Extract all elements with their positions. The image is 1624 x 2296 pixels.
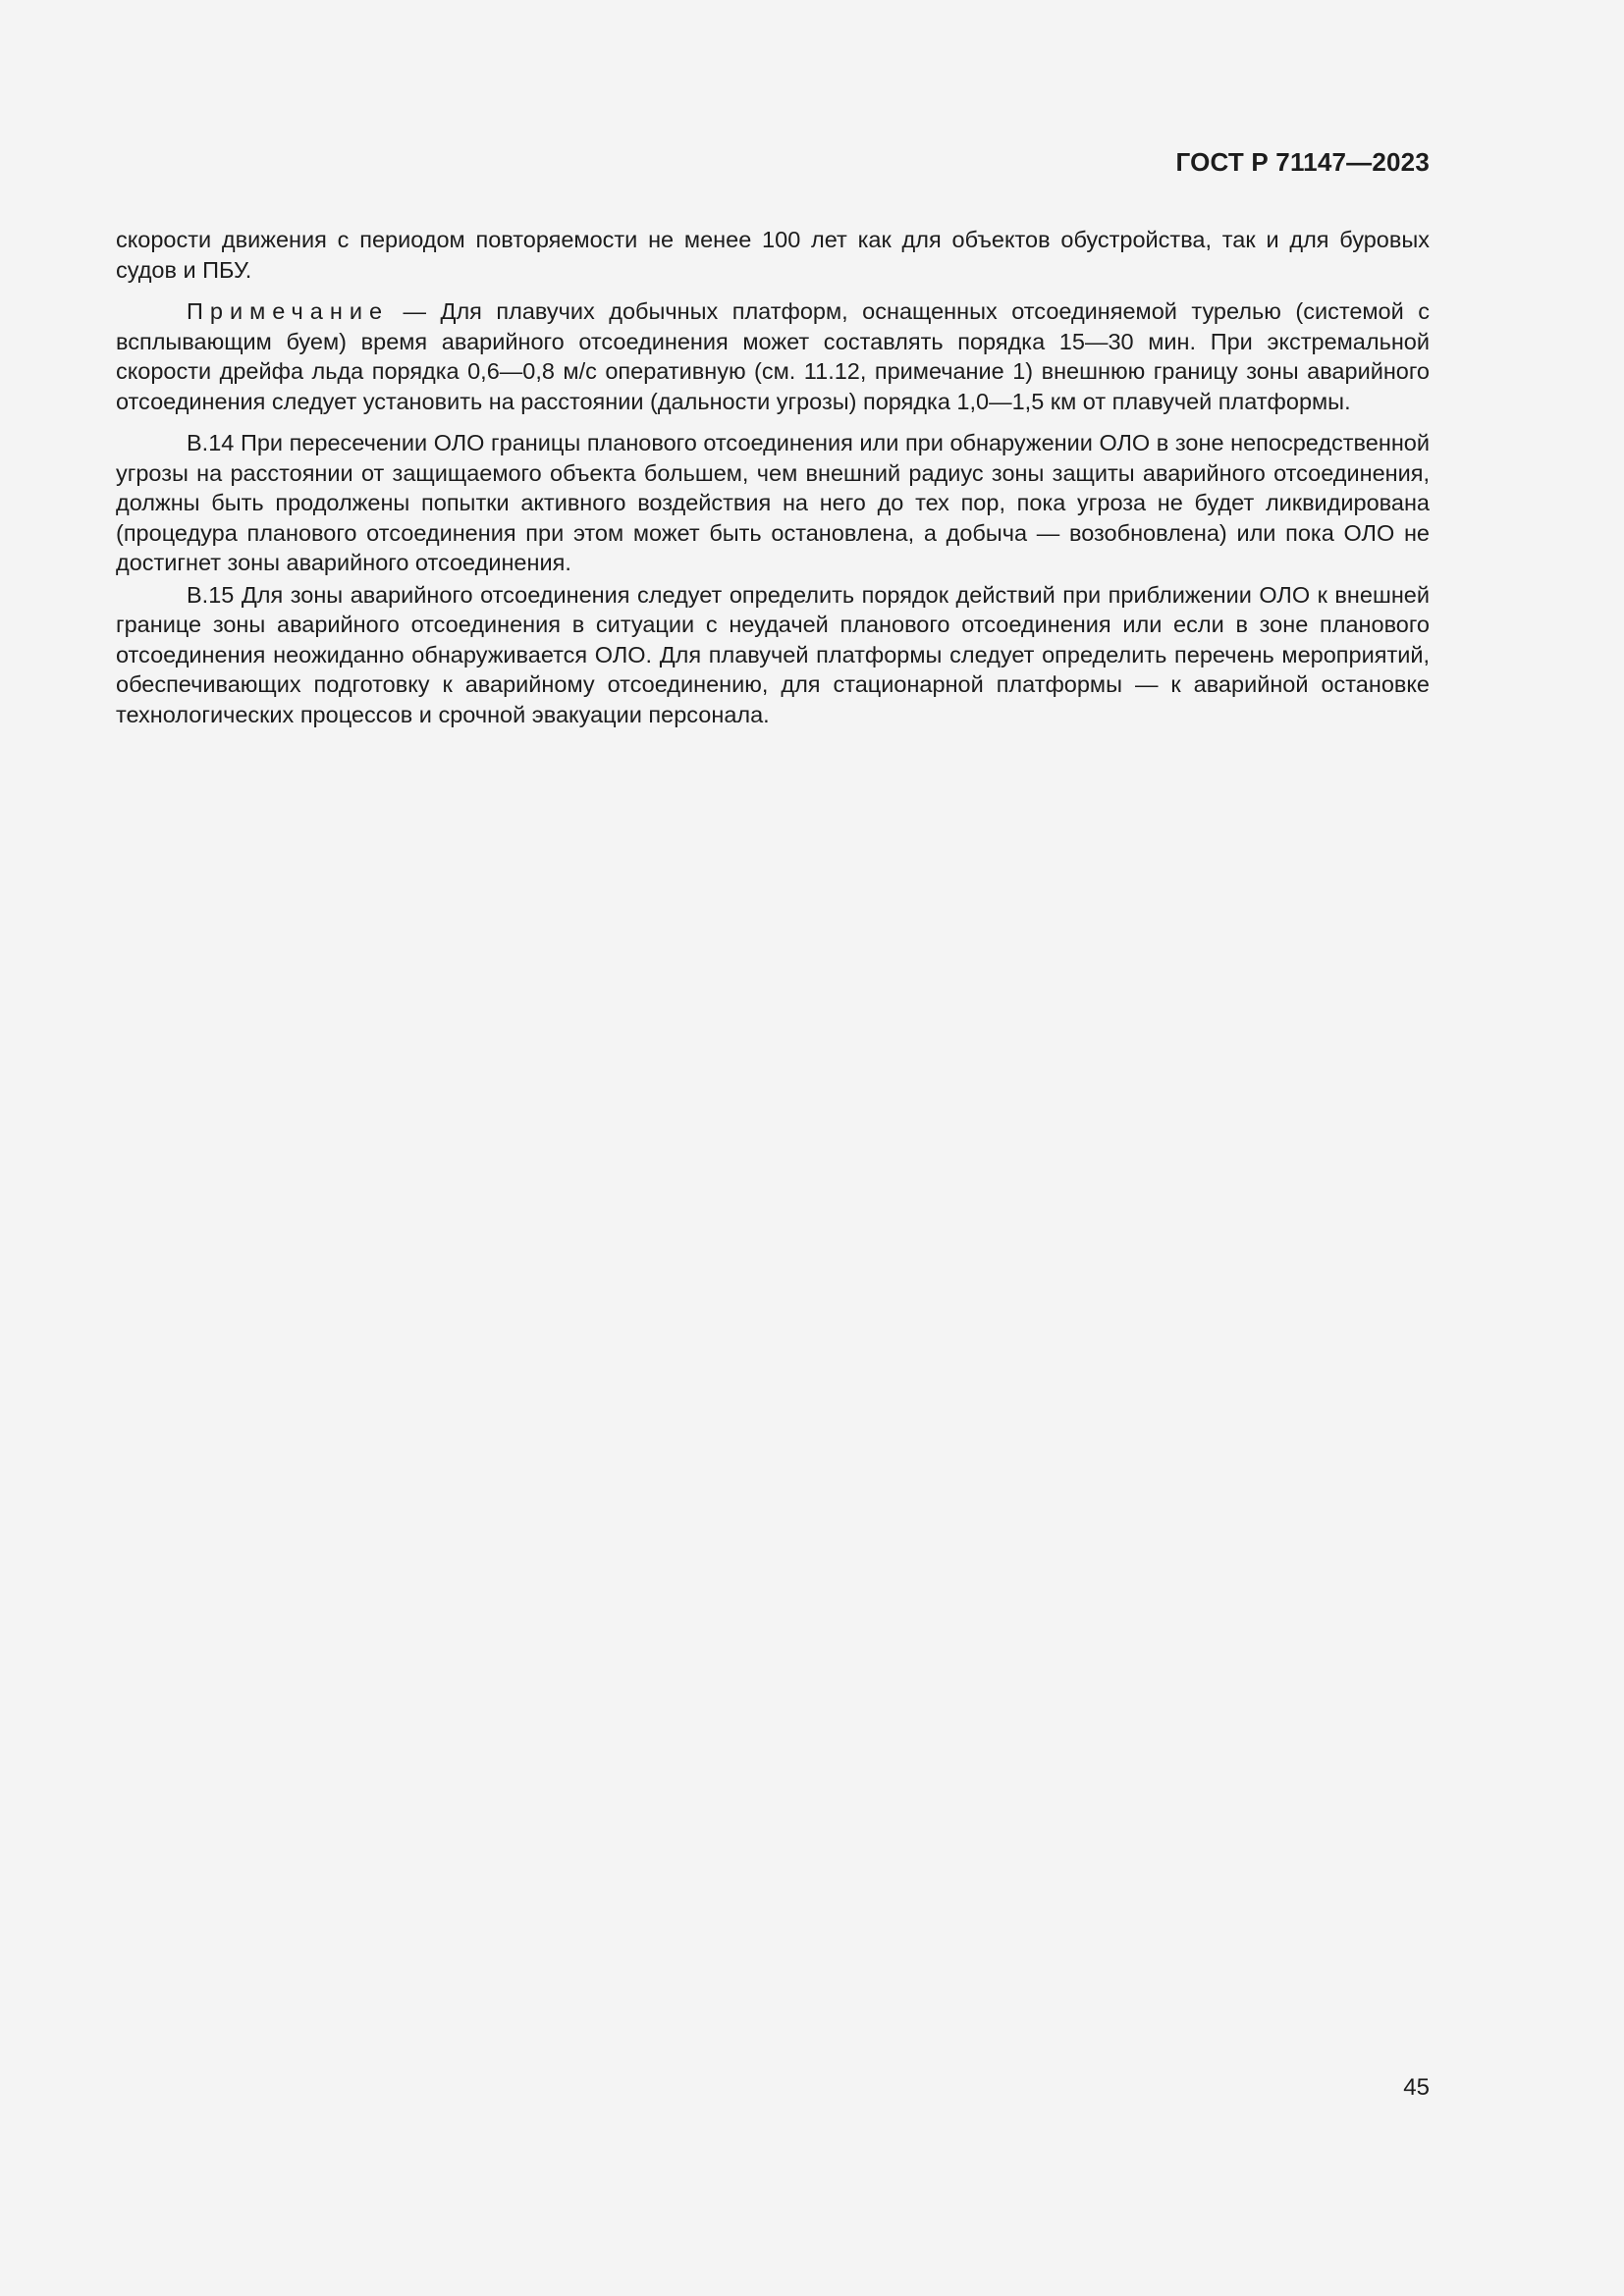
note-text: — Для плавучих добычных платформ, оснащенных отсоединяемой турелью (системой с всплывающим буем) время аварийного отсоединения может составлять порядка 15—30 мин. При экстремальной скорости дрейфа льда порядка 0,6—0,8 м/с оперативную (см. 11.12, примечание 1) внешнюю границу зоны аварийного отсоединения следует установить на расстоянии (дальности угрозы) порядка 1,0—1,5 км от плавучей платформы. [116, 298, 1430, 414]
paragraph-b14: В.14 При пересечении ОЛО границы планового отсоединения или при обнаружении ОЛО в зоне непосредственной угрозы на расстоянии от защищаемого объекта большем, чем внешний радиус зоны защиты аварийного отсоединения, должны быть продолжены попытки активного воздействия на него до тех пор, пока угроза не будет ликвидирована (процедура планового отсоединения при этом может быть остановлена, а добыча — возобновлена) или пока ОЛО не достигнет зоны аварийного отсоединения. [116, 430, 1430, 575]
paragraph-b15: В.15 Для зоны аварийного отсоединения следует определить порядок действий при приближении ОЛО к внешней границе зоны аварийного отсоединения в ситуации с неудачей планового отсоединения или если в зоне планового отсоединения неожиданно обнаруживается ОЛО. Для плавучей платформы следует определить перечень мероприятий, обеспечивающих подготовку к аварийному отсоединению, для стационарной платформы — к аварийной остановке технологических процессов и срочной эвакуации персонала. [116, 581, 1430, 727]
note-label: Примечание [187, 298, 390, 324]
document-body [116, 225, 1430, 729]
document-code: ГОСТ Р 71147—2023 [1175, 147, 1430, 177]
page-number: 45 [1403, 2074, 1430, 2101]
paragraph-continuation: скорости движения с периодом повторяемости не менее 100 лет как для объектов обустройства, так и для буровых судов и ПБУ. [116, 227, 1430, 283]
note-paragraph [116, 296, 1430, 416]
